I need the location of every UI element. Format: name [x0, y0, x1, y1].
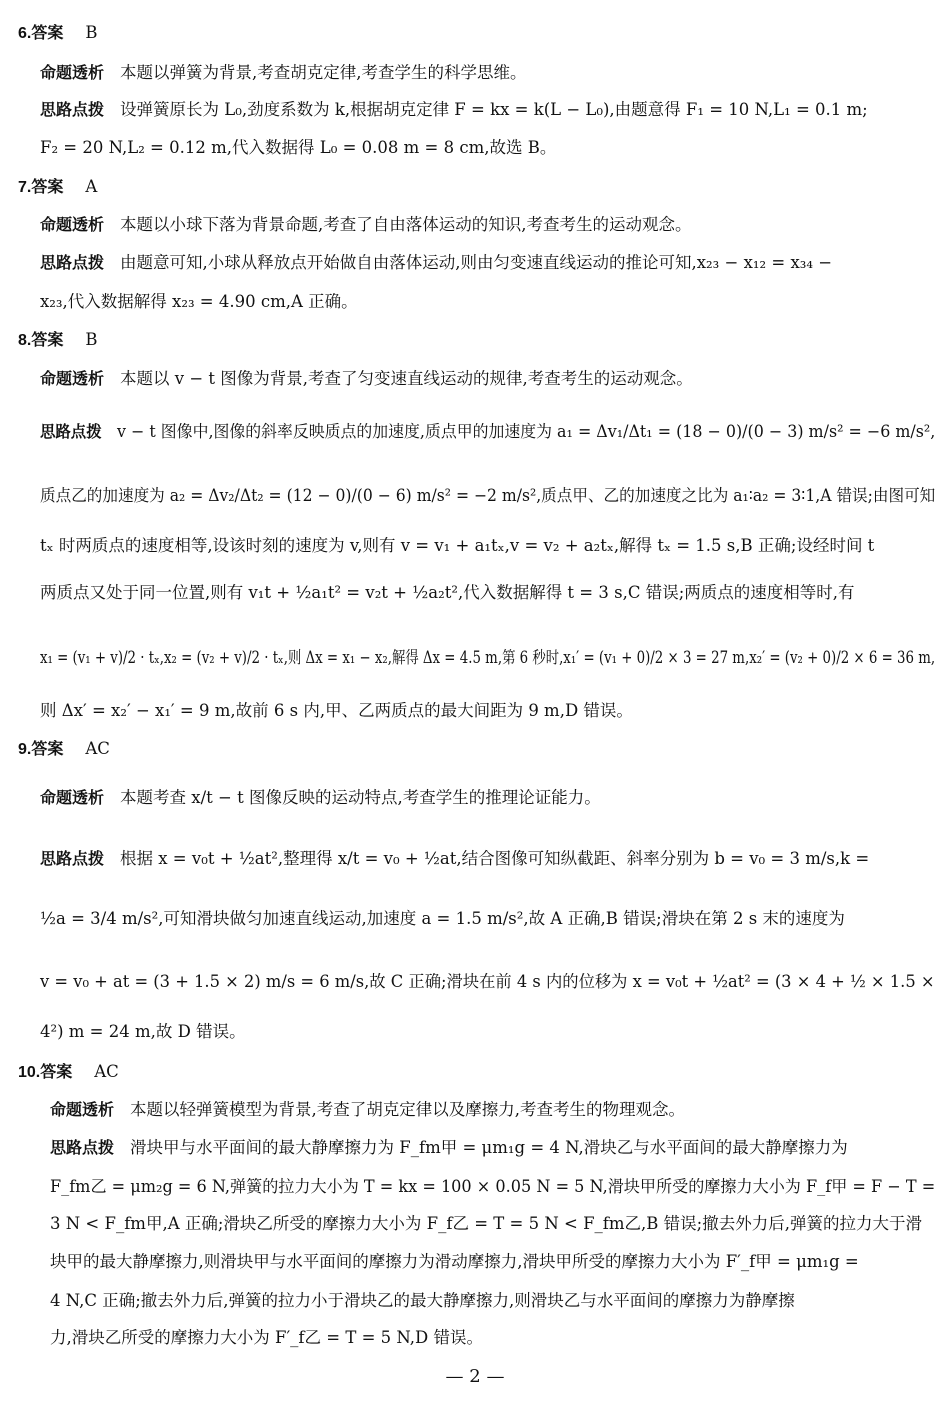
q7-header	[18, 175, 97, 200]
hint-label: 思路点拨	[40, 849, 105, 868]
q9-header	[18, 737, 110, 762]
q7-hint	[40, 251, 832, 275]
analysis-label: 命题透析	[40, 215, 105, 234]
q7-analysis	[40, 213, 692, 237]
hint-label: 思路点拨	[40, 100, 105, 119]
hint-line: F_fm乙 = μm₂g = 6 N,弹簧的拉力大小为 T = kx = 100 × 0.05 N = 5 N,滑块甲所受的摩擦力大小为 F_f甲 = F − T =	[50, 1177, 936, 1196]
question-number: 6.	[18, 25, 32, 42]
hint-line: v − t 图像中,图像的斜率反映质点的加速度,质点甲的加速度为 a₁ = Δv₁/Δt₁ = (18 − 0)/(0 − 3) m/s² = −6 m/s²,	[117, 422, 936, 441]
answer-label: 答案	[31, 177, 64, 196]
answer-value: B	[85, 330, 98, 349]
hint-line: F₂ = 20 N,L₂ = 0.12 m,代入数据得 L₀ = 0.08 m = 8 cm,故选 B。	[40, 138, 557, 157]
q6-header	[18, 21, 98, 46]
q8-header	[18, 328, 98, 353]
answer-label: 答案	[40, 1062, 73, 1081]
q8-analysis	[40, 367, 693, 391]
answer-label: 答案	[31, 23, 64, 42]
analysis-text: 本题考查 x/t − t 图像反映的运动特点,考查学生的推理论证能力。	[120, 788, 601, 807]
hint-line: 根据 x = v₀t + ½at²,整理得 x/t = v₀ + ½at,结合图像可知纵截距、斜率分别为 b = v₀ = 3 m/s,k =	[120, 849, 870, 868]
hint-line: x₂₃,代入数据解得 x₂₃ = 4.90 cm,A 正确。	[40, 292, 358, 311]
hint-line: 块甲的最大静摩擦力,则滑块甲与水平面间的摩擦力为滑动摩擦力,滑块甲所受的摩擦力大小为 F′_f甲 = μm₁g =	[50, 1252, 859, 1271]
answer-value: A	[85, 177, 98, 196]
q6-analysis	[40, 61, 527, 85]
q10-analysis	[50, 1098, 685, 1122]
analysis-label: 命题透析	[40, 369, 105, 388]
answer-label: 答案	[31, 330, 64, 349]
question-number: 9.	[18, 741, 32, 758]
hint-line: tₓ 时两质点的速度相等,设该时刻的速度为 v,则有 v = v₁ + a₁tₓ,v = v₂ + a₂tₓ,解得 tₓ = 1.5 s,B 正确;设经时间 t	[40, 536, 875, 555]
hint-line: 4 N,C 正确;撤去外力后,弹簧的拉力小于滑块乙的最大静摩擦力,则滑块乙与水平面间的摩擦力为静摩擦	[50, 1291, 795, 1310]
hint-label: 思路点拨	[40, 422, 102, 441]
hint-line: 设弹簧原长为 L₀,劲度系数为 k,根据胡克定律 F = kx = k(L − L₀),由题意得 F₁ = 10 N,L₁ = 0.1 m;	[120, 100, 868, 119]
question-number: 8.	[18, 332, 32, 349]
hint-line: 滑块甲与水平面间的最大静摩擦力为 F_fm甲 = μm₁g = 4 N,滑块乙与水平面间的最大静摩擦力为	[130, 1138, 848, 1157]
hint-line: 4²) m = 24 m,故 D 错误。	[40, 1022, 246, 1041]
analysis-text: 本题以弹簧为背景,考查胡克定律,考查学生的科学思维。	[120, 63, 527, 82]
analysis-text: 本题以小球下落为背景命题,考查了自由落体运动的知识,考查考生的运动观念。	[120, 215, 692, 234]
answer-value: AC	[85, 739, 110, 758]
q9-hint	[40, 847, 869, 871]
hint-line: x₁ = (v₁ + v)/2 · tₓ,x₂ = (v₂ + v)/2 · tₓ,则 Δx = x₁ − x₂,解得 Δx = 4.5 m,第 6 秒时,x₁′ = (v₁ + 0)/2 × 3 = 27 m,x₂′ = (v₂ + 0)/2 × 6 = 36 m,	[40, 648, 936, 667]
answer-value: AC	[94, 1062, 119, 1081]
analysis-label: 命题透析	[40, 788, 105, 807]
q9-analysis	[40, 786, 601, 810]
q10-hint	[50, 1136, 848, 1160]
hint-line: 两质点又处于同一位置,则有 v₁t + ½a₁t² = v₂t + ½a₂t²,代入数据解得 t = 3 s,C 错误;两质点的速度相等时,有	[40, 583, 855, 602]
hint-line: ½a = 3/4 m/s²,可知滑块做匀加速直线运动,加速度 a = 1.5 m/s²,故 A 正确,B 错误;滑块在第 2 s 末的速度为	[40, 909, 845, 928]
question-number: 7.	[18, 179, 32, 196]
q6-hint	[40, 98, 868, 122]
answer-label: 答案	[31, 739, 64, 758]
answer-value: B	[85, 23, 98, 42]
hint-line: 质点乙的加速度为 a₂ = Δv₂/Δt₂ = (12 − 0)/(0 − 6) m/s² = −2 m/s²,质点甲、乙的加速度之比为 a₁∶a₂ = 3∶1,A 错误;由图可知	[40, 486, 936, 505]
analysis-text: 本题以 v − t 图像为背景,考查了匀变速直线运动的规律,考查考生的运动观念。	[120, 369, 693, 388]
analysis-label: 命题透析	[50, 1100, 115, 1119]
page-number: — 2 —	[445, 1366, 505, 1387]
hint-line: 力,滑块乙所受的摩擦力大小为 F′_f乙 = T = 5 N,D 错误。	[50, 1328, 484, 1347]
hint-label: 思路点拨	[40, 253, 105, 272]
hint-line: 则 Δx′ = x₂′ − x₁′ = 9 m,故前 6 s 内,甲、乙两质点的最大间距为 9 m,D 错误。	[40, 701, 633, 720]
q10-header	[18, 1060, 119, 1085]
analysis-text: 本题以轻弹簧模型为背景,考查了胡克定律以及摩擦力,考查考生的物理观念。	[130, 1100, 686, 1119]
q8-hint	[40, 420, 935, 444]
hint-label: 思路点拨	[50, 1138, 115, 1157]
hint-line: 由题意可知,小球从释放点开始做自由落体运动,则由匀变速直线运动的推论可知,x₂₃ − x₁₂ = x₃₄ −	[120, 253, 833, 272]
analysis-label: 命题透析	[40, 63, 105, 82]
hint-line: 3 N < F_fm甲,A 正确;滑块乙所受的摩擦力大小为 F_f乙 = T = 5 N < F_fm乙,B 错误;撤去外力后,弹簧的拉力大于滑	[50, 1214, 922, 1233]
question-number: 10.	[18, 1064, 41, 1081]
hint-line: v = v₀ + at = (3 + 1.5 × 2) m/s = 6 m/s,故 C 正确;滑块在前 4 s 内的位移为 x = v₀t + ½at² = (3 × 4 + ½ × 1.5 ×	[40, 972, 935, 991]
